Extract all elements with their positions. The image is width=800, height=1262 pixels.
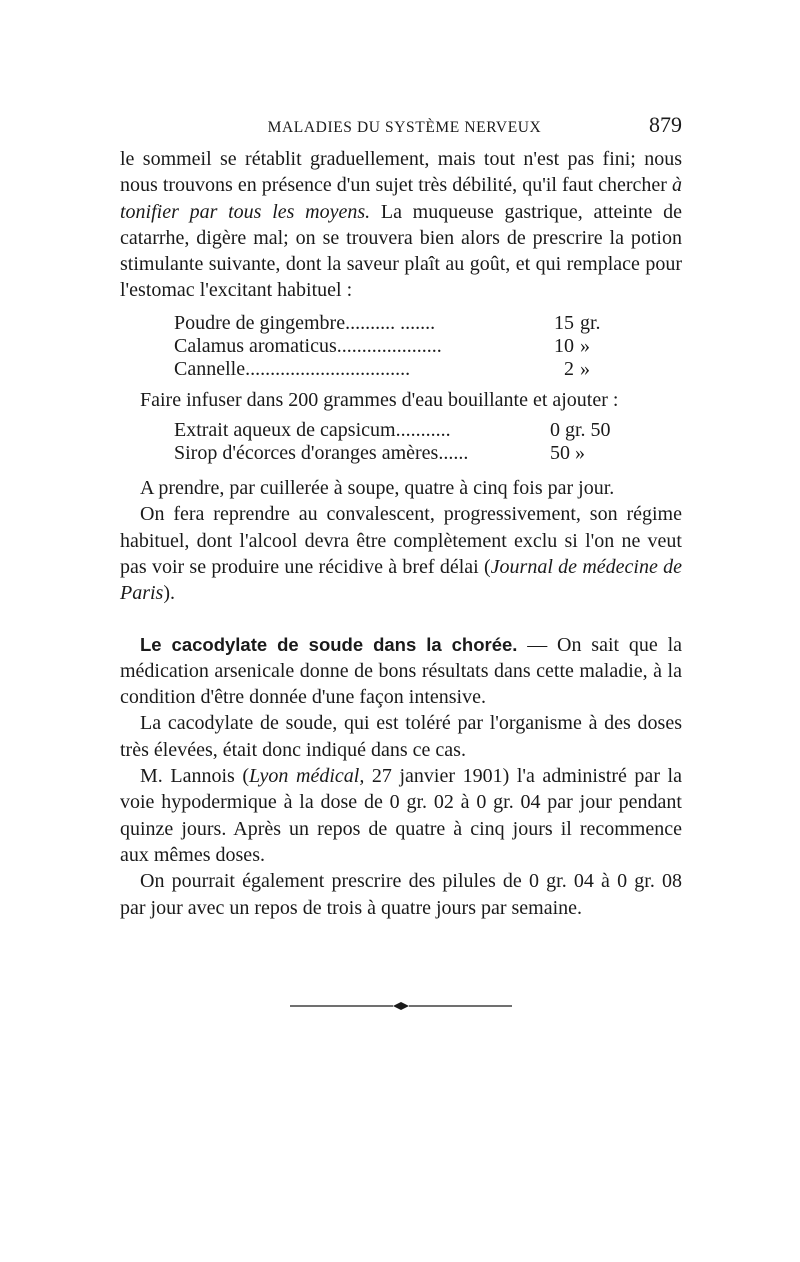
recipe-qty: 50 » xyxy=(550,442,585,465)
convalescent-paragraph xyxy=(120,501,682,606)
cacodylate-paragraph-3 xyxy=(120,763,682,868)
cacodylate-paragraph-1 xyxy=(120,632,682,711)
book-page xyxy=(120,112,682,921)
journal-citation: Journal de médecine de Paris xyxy=(120,555,682,605)
recipe-row xyxy=(174,419,611,442)
section-gap xyxy=(120,607,682,632)
intro-emphasis: à tonifier par tous les moyens. xyxy=(120,174,682,223)
recipe-item: Cannelle................................. xyxy=(174,357,411,380)
recipe-unit: » xyxy=(580,334,590,357)
convalescent-close: ). xyxy=(163,582,176,605)
recipe-item: Poudre de gingembre.......... ....... xyxy=(174,311,436,334)
infuse-paragraph: Faire infuser dans 200 grammes d'eau bouillante et ajouter : xyxy=(140,388,619,411)
recipe-row xyxy=(174,312,601,335)
page-number: 879 xyxy=(649,112,682,137)
cacodylate-text-3b: 27 janvier 1901) l'a administré par la voie hypodermique à la dose de 0 gr. 02 à 0 gr. 04 par jour pendant quinze jours. Après un repos de quatre à cinq jours il recommence aux mêmes doses. xyxy=(120,765,682,866)
cacodylate-paragraph-2: La cacodylate de soude, qui est toléré par l'organisme à des doses très élevées, était donc indiqué dans ce cas. xyxy=(120,712,682,761)
recipe-row xyxy=(174,442,611,465)
recipe-unit: gr. xyxy=(580,311,601,334)
convalescent-text: On fera reprendre au convalescent, progressivement, son régime habituel, dont l'alcool devra être complètement exclu si l'on ne veut pas voir se produire une récidive à bref délai ( xyxy=(120,503,682,578)
section-heading: Le cacodylate de soude dans la chorée. xyxy=(140,633,518,655)
recipe-row xyxy=(174,335,601,358)
recipe-table-2 xyxy=(174,419,611,465)
cacodylate-text-1: — On sait que la médication arsenicale donne de bons résultats dans cette maladie, à la condition d'être donnée d'une façon intensive. xyxy=(120,633,683,709)
recipe-qty: 15 xyxy=(554,311,574,334)
running-head xyxy=(120,112,682,146)
recipe-qty: 2 xyxy=(564,357,574,380)
cacodylate-text-3a: M. Lannois ( xyxy=(140,765,250,788)
dosage-paragraph: A prendre, par cuillerée à soupe, quatre à cinq fois par jour. xyxy=(140,477,615,500)
cacodylate-paragraph-4: On pourrait également prescrire des pilules de 0 gr. 04 à 0 gr. 08 par jour avec un repos de trois à quatre jours par semaine. xyxy=(120,870,682,919)
recipe-row xyxy=(174,358,601,381)
recipe-qty: 10 xyxy=(554,334,574,357)
recipe-item: Sirop d'écorces d'oranges amères...... xyxy=(174,442,469,465)
recipe-table-1 xyxy=(174,312,601,381)
running-title: MALADIES DU SYSTÈME NERVEUX xyxy=(267,119,542,136)
intro-text-1: le sommeil se rétablit graduellement, mais tout n'est pas fini; nous nous trouvons en présence d'un sujet très débilité, qu'il faut chercher xyxy=(120,148,682,197)
intro-paragraph xyxy=(120,146,682,304)
recipe-item: Calamus aromaticus..................... xyxy=(174,334,442,357)
recipe-unit: » xyxy=(580,357,590,380)
ornament-divider xyxy=(290,1001,512,1011)
lyon-citation: Lyon médical, xyxy=(249,765,365,788)
recipe-item: Extrait aqueux de capsicum........... xyxy=(174,419,451,442)
intro-text-2: La muqueuse gastrique, atteinte de catarrhe, digère mal; on se trouvera bien alors de prescrire la potion stimulante suivante, dont la saveur plaît au goût, et qui remplace pour l'estomac l'excitant habituel : xyxy=(120,200,682,302)
recipe-qty: 0 gr. 50 xyxy=(550,419,611,442)
